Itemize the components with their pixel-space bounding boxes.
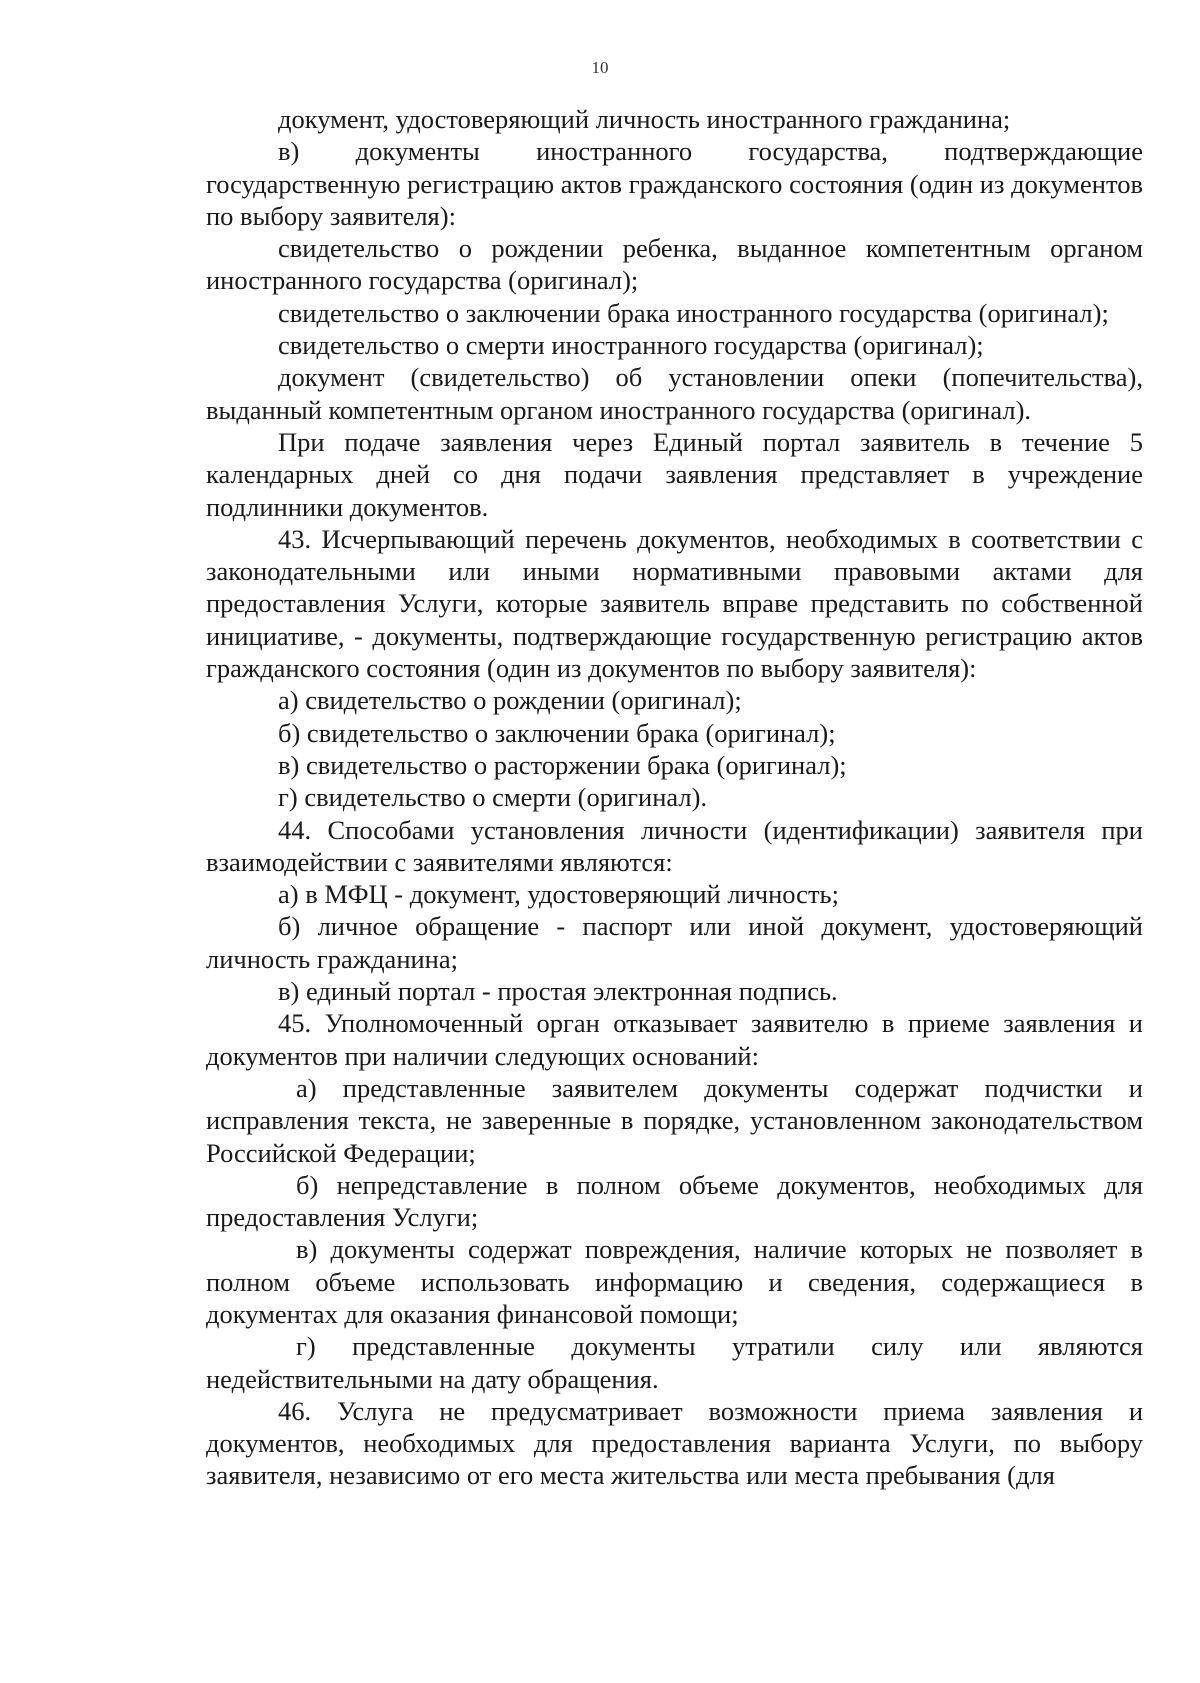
document-body [206, 103, 1143, 1492]
paragraph: а) свидетельство о рождении (оригинал); [278, 685, 742, 716]
paragraph: 43. Исчерпывающий перечень документов, необходимых в соответствии с законодательными или иными нормативными правовыми актами для предоставления Услуги, которые заявитель вправе представить по собственной инициативе, - документы, подтверждающие государственную регистрацию актов гражданского состояния (один из документов по выбору заявителя): [206, 523, 1143, 684]
paragraph: а) представленные заявителем документы содержат подчистки и исправления текста, не заверенные в порядке, установленном законодательством Российской Федерации; [206, 1072, 1143, 1168]
paragraph: 46. Услуга не предусматривает возможности приема заявления и документов, необходимых для предоставления варианта Услуги, по выбору заявителя, независимо от его места жительства или места пребывания (для [206, 1395, 1143, 1491]
page-number: 10 [591, 58, 609, 77]
paragraph: При подаче заявления через Единый портал заявитель в течение 5 календарных дней со дня подачи заявления представляет в учреждение подлинники документов. [206, 426, 1143, 522]
paragraph: а) в МФЦ - документ, удостоверяющий личность; [278, 879, 839, 910]
paragraph: свидетельство о рождении ребенка, выданное компетентным органом иностранного государства (оригинал); [206, 233, 1143, 296]
paragraph: в) единый портал - простая электронная подпись. [278, 976, 838, 1007]
paragraph: свидетельство о заключении брака иностранного государства (оригинал); [278, 297, 1109, 328]
paragraph: документ (свидетельство) об установлении опеки (попечительства), выданный компетентным органом иностранного государства (оригинал). [206, 362, 1143, 425]
paragraph: б) свидетельство о заключении брака (оригинал); [278, 717, 836, 748]
paragraph: б) личное обращение - паспорт или иной документ, удостоверяющий личность гражданина; [206, 911, 1143, 974]
paragraph: свидетельство о смерти иностранного государства (оригинал); [278, 330, 984, 361]
paragraph: г) свидетельство о смерти (оригинал). [278, 782, 708, 813]
paragraph: 44. Способами установления личности (идентификации) заявителя при взаимодействии с заявителями являются: [206, 814, 1143, 877]
paragraph: г) представленные документы утратили силу или являются недействительными на дату обращения. [206, 1331, 1143, 1394]
paragraph: документ, удостоверяющий личность иностранного гражданина; [278, 104, 1011, 134]
paragraph: б) непредставление в полном объеме документов, необходимых для предоставления Услуги; [206, 1169, 1143, 1233]
paragraph: в) документы содержат повреждения, наличие которых не позволяет в полном объеме использовать информацию и сведения, содержащиеся в документах для оказания финансовой помощи; [206, 1234, 1143, 1329]
paragraph: 45. Уполномоченный орган отказывает заявителю в приеме заявления и документов при наличии следующих оснований: [206, 1008, 1143, 1071]
paragraph: в) свидетельство о расторжении брака (оригинал); [278, 749, 847, 780]
paragraph: в) документы иностранного государства, подтверждающие государственную регистрацию актов гражданского состояния (один из документов по выбору заявителя): [206, 136, 1143, 231]
